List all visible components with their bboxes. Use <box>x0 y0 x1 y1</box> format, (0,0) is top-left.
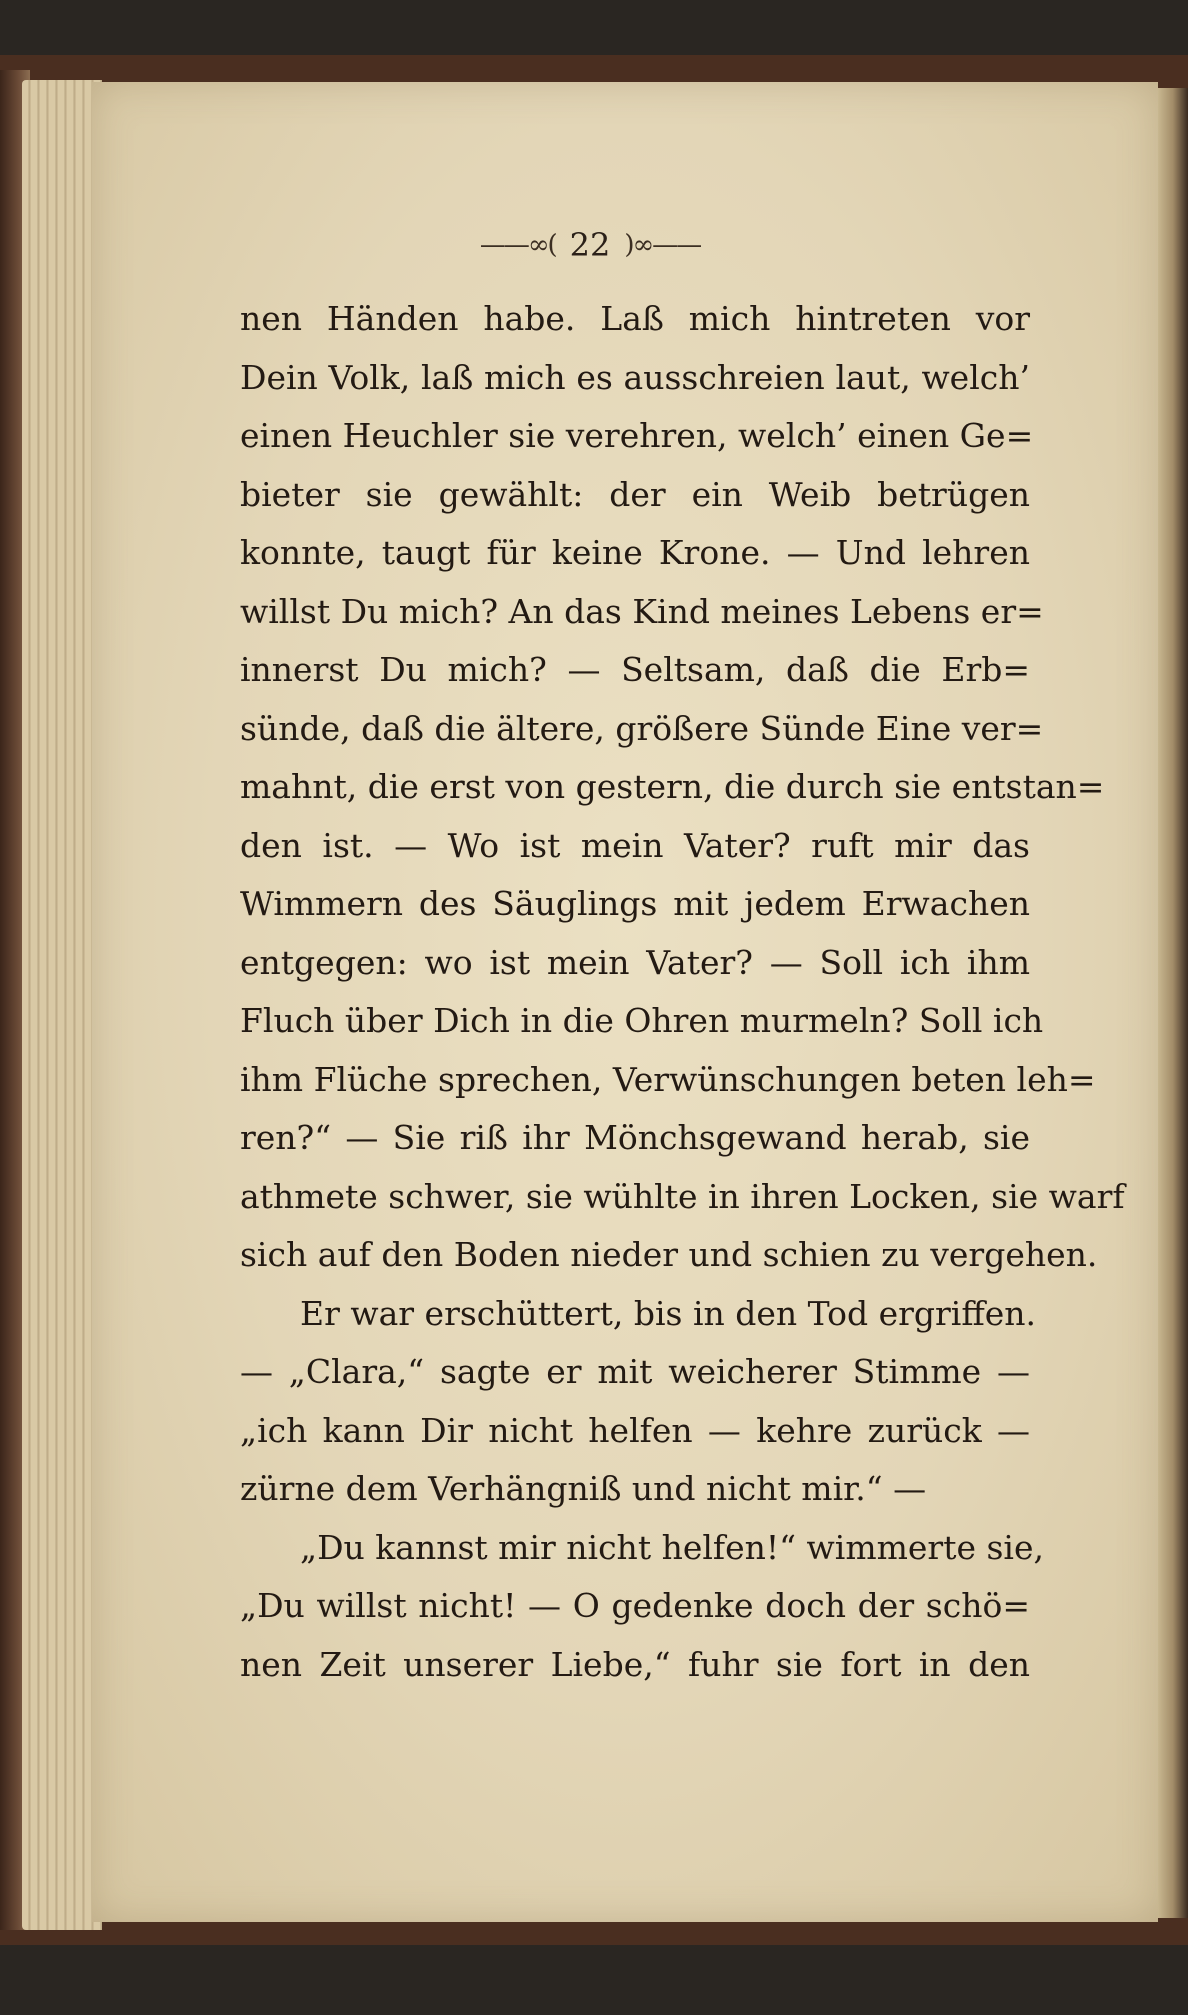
text-line: zürne dem Verhängniß und nicht mir.“ — <box>240 1469 927 1508</box>
body-text <box>240 290 1125 1694</box>
ornament-left-icon: ——∞( <box>479 230 556 260</box>
text-line: nen Zeit unserer Liebe,“ fuhr sie fort in den <box>240 1644 1030 1684</box>
text-line: Er war erschüttert, bis in den Tod ergriffen. <box>300 1293 1037 1333</box>
text-line: „ich kann Dir nicht helfen — kehre zurück — <box>240 1410 1030 1450</box>
text-line: Fluch über Dich in die Ohren murmeln? Soll ich <box>240 1001 1044 1040</box>
text-line: bieter sie gewählt: der ein Weib betrügen <box>240 474 1030 514</box>
text-line: nen Händen habe. Laß mich hintreten vor <box>240 299 1030 338</box>
text-line: sich auf den Boden nieder und schien zu vergehen. <box>240 1235 1098 1274</box>
text-line: Wimmern des Säuglings mit jedem Erwachen <box>240 884 1030 923</box>
text-line: mahnt, die erst von gestern, die durch sie entstan= <box>240 767 1105 806</box>
text-line: den ist. — Wo ist mein Vater? ruft mir das <box>240 825 1030 865</box>
text-line: „Du kannst mir nicht helfen!“ wimmerte sie, <box>300 1527 1044 1567</box>
text-line: ihm Flüche sprechen, Verwünschungen beten leh= <box>240 1059 1096 1099</box>
page-header <box>380 220 800 270</box>
page-number: 22 <box>569 226 611 264</box>
text-line: athmete schwer, sie wühlte in ihren Locken, sie warf <box>240 1176 1125 1216</box>
text-line: entgegen: wo ist mein Vater? — Soll ich ihm <box>240 942 1030 982</box>
text-line: einen Heuchler sie verehren, welch’ einen Ge= <box>240 416 1034 455</box>
ornament-right-icon: )∞—— <box>624 230 701 260</box>
text-line: Dein Volk, laß mich es ausschreien laut, welch’ <box>240 357 1030 397</box>
text-line: „Du willst nicht! — O gedenke doch der schö= <box>240 1586 1030 1625</box>
text-line: — „Clara,“ sagte er mit weicherer Stimme — <box>240 1352 1030 1391</box>
text-line: konnte, taugt für keine Krone. — Und lehren <box>240 533 1030 572</box>
page-right-edge <box>1158 88 1188 1918</box>
text-line: sünde, daß die ältere, größere Sünde Eine ver= <box>240 708 1044 748</box>
text-line: innerst Du mich? — Seltsam, daß die Erb= <box>240 650 1030 689</box>
text-line: ren?“ — Sie riß ihr Mönchsgewand herab, sie <box>240 1118 1030 1157</box>
page-stack-edge <box>22 80 102 1930</box>
text-line: willst Du mich? An das Kind meines Lebens er= <box>240 591 1044 631</box>
